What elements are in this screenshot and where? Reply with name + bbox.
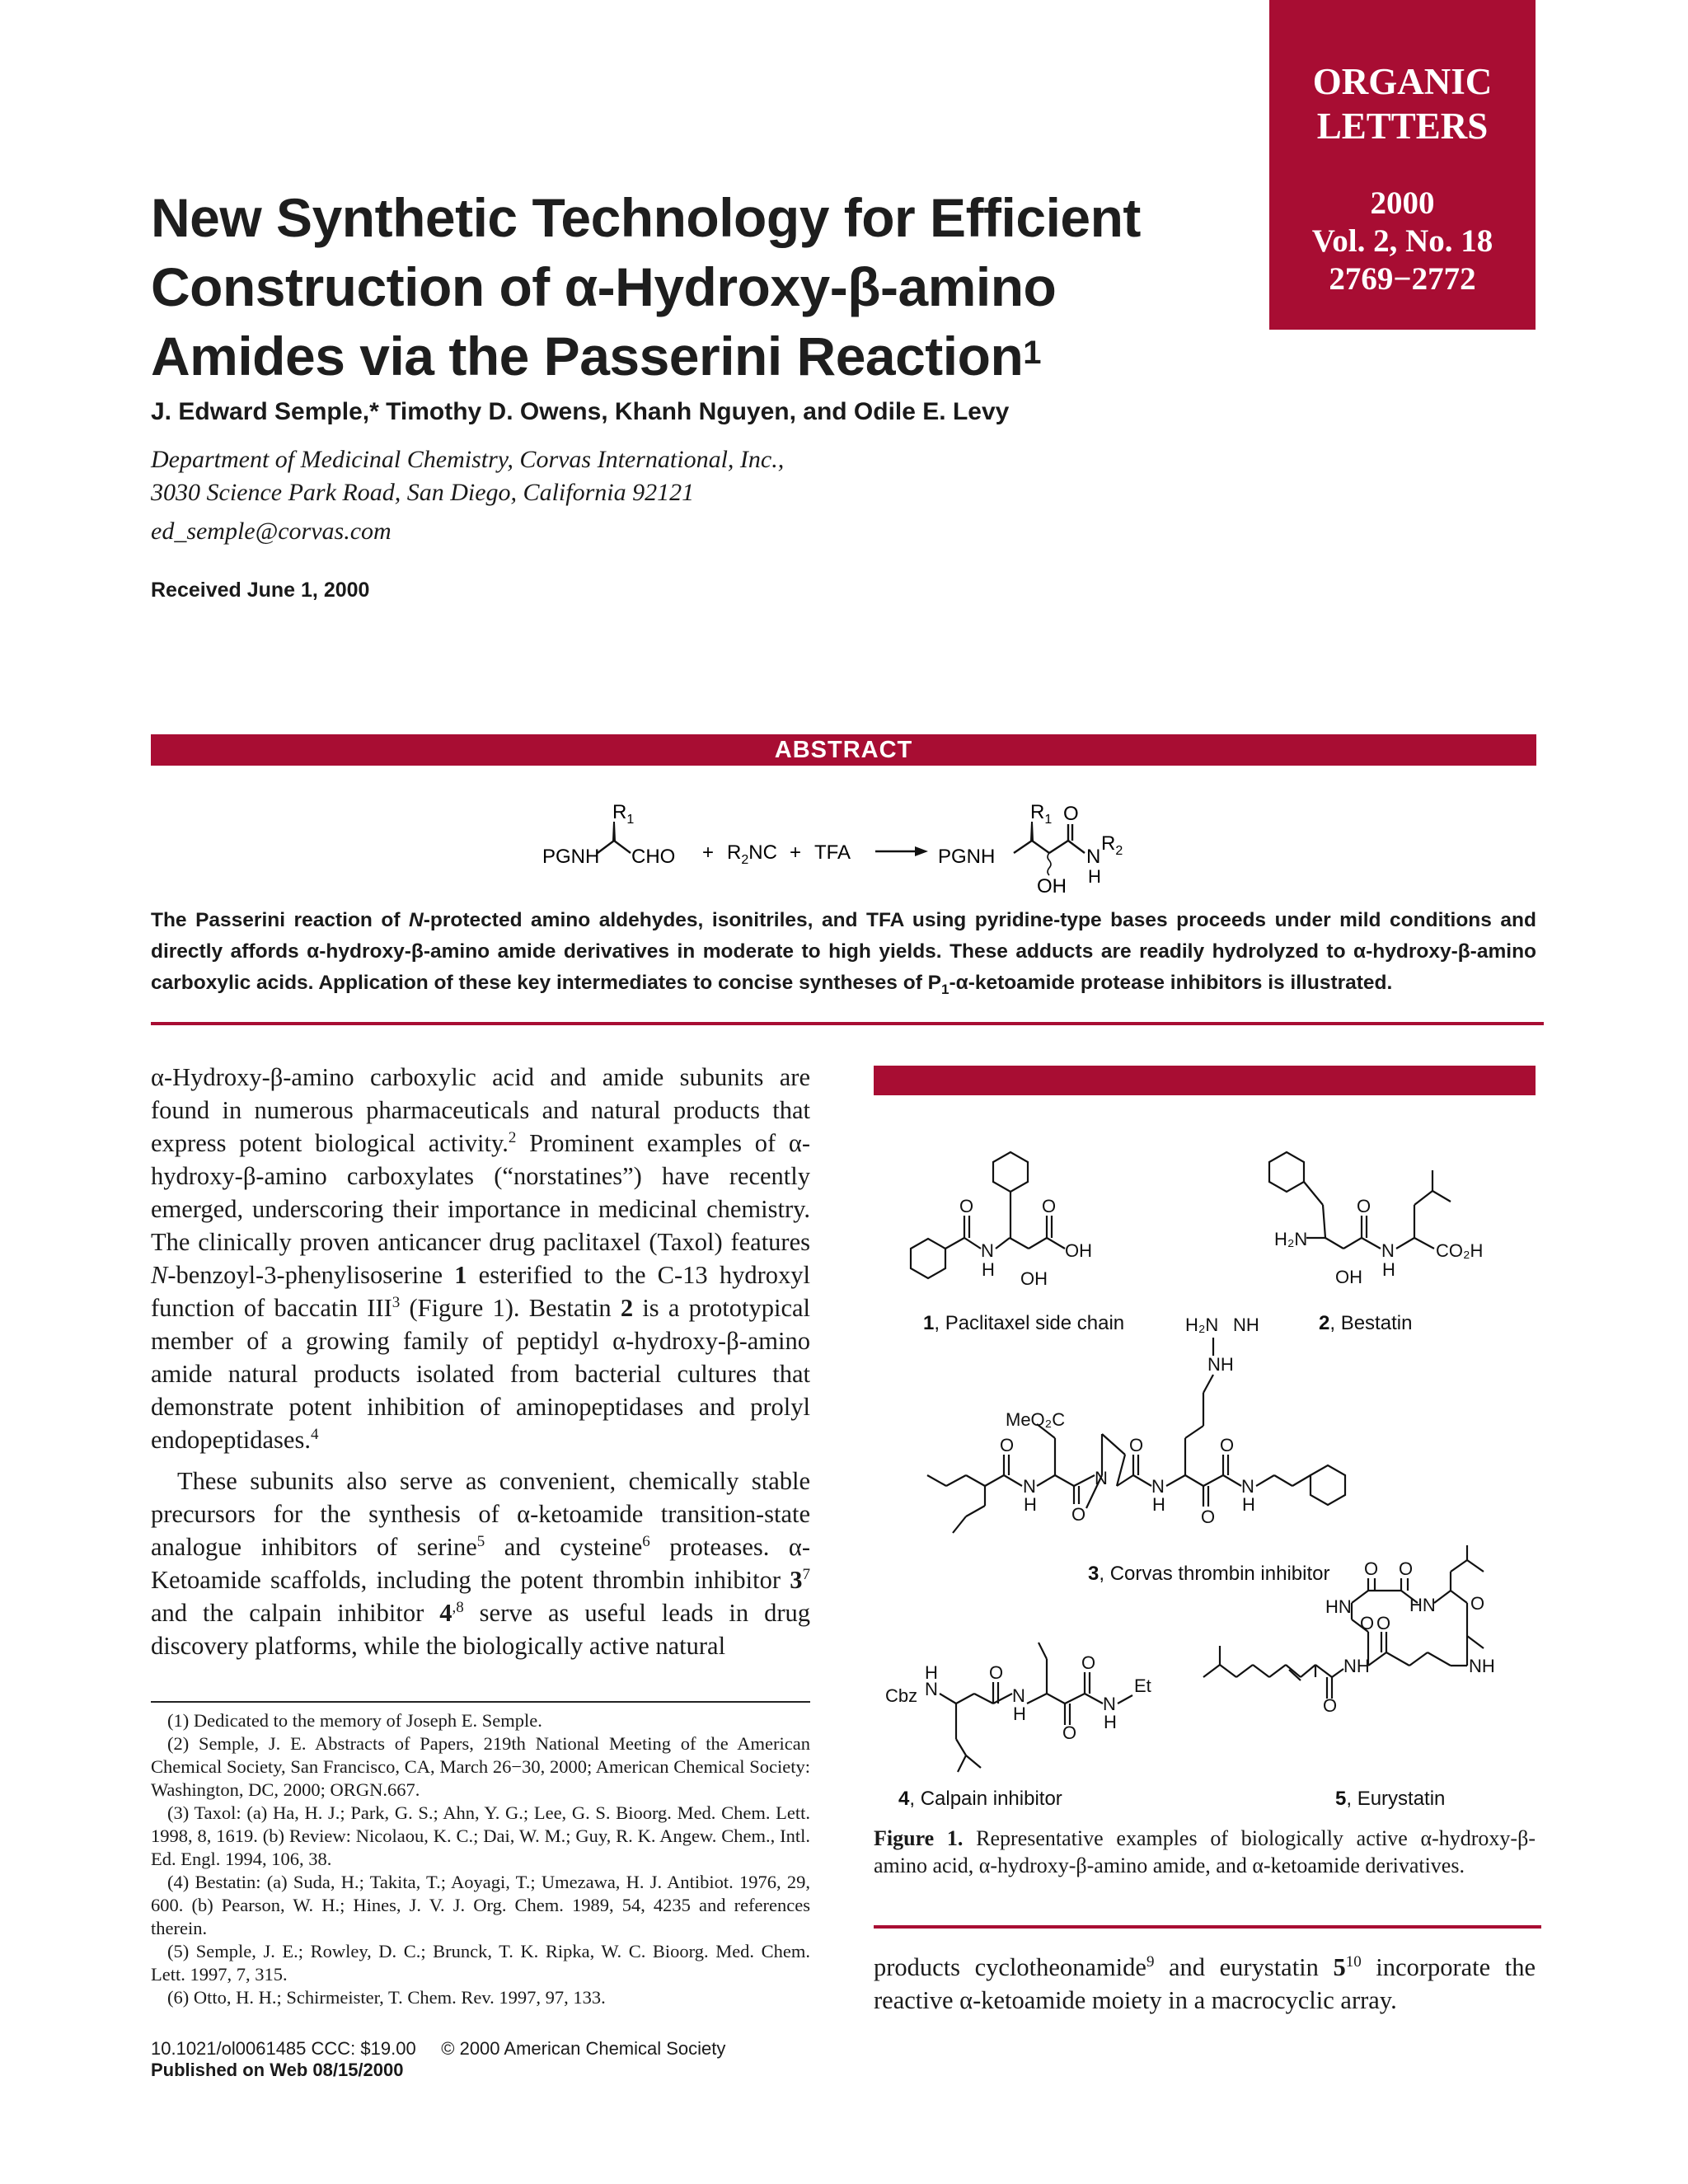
scheme-r1-product: $R_1$: [1030, 804, 1053, 827]
ref-link-6[interactable]: 6: [642, 1532, 650, 1550]
c3-meo2c: MeO₂C: [1006, 1409, 1066, 1430]
footnote-5: (5) Semple, J. E.; Rowley, D. C.; Brunck, T. K. Ripka, W. C. Bioorg. Med. Chem. Lett. 1997, 7, 315.: [151, 1941, 810, 1985]
c3-amide-o-2: O: [1071, 1504, 1086, 1525]
c1-acid-oh: OH: [1065, 1240, 1092, 1261]
c3-n-3: N: [1241, 1476, 1254, 1497]
c4-n-1: N: [925, 1679, 938, 1699]
affiliation: [151, 443, 784, 509]
figure-caption: [874, 1825, 1536, 1879]
ref-link-2[interactable]: 2: [508, 1128, 517, 1146]
scheme-o-product: O: [1063, 804, 1079, 825]
abstract-heading: ABSTRACT: [151, 734, 1536, 766]
c3-amide-o-4: O: [1220, 1435, 1235, 1455]
c3-n-1: N: [1023, 1476, 1036, 1497]
ref-link-4[interactable]: 4: [310, 1425, 319, 1443]
figure-caption-label: Figure 1.: [874, 1826, 964, 1850]
scheme-oh-product: OH: [1037, 875, 1067, 898]
c4-amide-o-2: O: [1081, 1652, 1096, 1673]
scheme-plus-1: +: [702, 841, 715, 864]
c1-nh-h: H: [982, 1259, 995, 1280]
scheme-r1-reactant: $R_1$: [612, 804, 635, 827]
c1-n: N: [981, 1240, 994, 1261]
scheme-pgnh-reactant: PGNH: [542, 846, 600, 868]
journal-name-line2: LETTERS: [1316, 105, 1489, 147]
c4-nh-h-2: H: [1013, 1704, 1026, 1724]
scheme-h-product: H: [1088, 866, 1101, 887]
scheme-plus-2: +: [790, 841, 802, 864]
article-title: [151, 183, 1173, 391]
published-date: Published on Web 08/15/2000: [151, 2060, 404, 2080]
c5-hn-1: HN: [1325, 1596, 1352, 1617]
c3-n-2: N: [1151, 1476, 1165, 1497]
c3-amide-o-1: O: [1000, 1435, 1015, 1455]
c3-h2n: H₂N: [1185, 1315, 1219, 1335]
c4-n-3: N: [1103, 1694, 1116, 1714]
figure-divider: [874, 1925, 1541, 1929]
figure-1-structures: [874, 1108, 1536, 1817]
abstract-text-part-2: -protected amino aldehydes, isonitriles, and TFA using pyridine-type bases proceeds under mild conditions and directly affords α-hydroxy-β-amino amide derivatives in moderate to high yields. These adducts are readily hydrolyzed to α-hydroxy-β-amino carboxylic acids. Application of these key intermediates to concise syntheses of P: [151, 909, 1536, 994]
ref-link-7[interactable]: 7: [802, 1565, 810, 1583]
title-footnote-ref: 1: [1023, 335, 1042, 371]
c4-cbz: Cbz: [885, 1685, 918, 1706]
abstract-text-sub: 1: [941, 981, 950, 997]
footnote-1: (1) Dedicated to the memory of Joseph E. Semple.: [167, 1710, 542, 1731]
c2-co2h: CO₂H: [1436, 1240, 1484, 1261]
c4-label: 4, Calpain inhibitor: [898, 1788, 1062, 1810]
c2-nh-h: H: [1382, 1259, 1395, 1280]
c5-nh-2: NH: [1469, 1656, 1495, 1676]
c1-label: 1, Paclitaxel side chain: [923, 1312, 1125, 1334]
c5-hn-2: HN: [1409, 1595, 1436, 1615]
c4-h: H: [925, 1662, 938, 1683]
scheme-cho: CHO: [631, 846, 676, 868]
scheme-n-product: N: [1086, 846, 1101, 868]
c3-nh-chain: NH: [1207, 1354, 1234, 1375]
c5-o-ring-1: O: [1360, 1613, 1375, 1633]
c4-et: Et: [1134, 1675, 1151, 1696]
ref-link-8[interactable]: ,8: [452, 1598, 464, 1616]
journal-pages: 2769−2772: [1329, 261, 1476, 297]
figure-header-bar: [874, 1066, 1536, 1095]
passerini-scheme: [528, 804, 1187, 902]
c5-o-keto-1: O: [1364, 1558, 1379, 1579]
authors: J. Edward Semple,* Timothy D. Owens, Khanh Nguyen, and Odile E. Levy: [151, 398, 1010, 425]
journal-year: 2000: [1370, 185, 1435, 221]
journal-header-box: [1269, 0, 1536, 330]
c4-n-2: N: [1012, 1685, 1025, 1706]
c3-keto-o: O: [1201, 1507, 1216, 1527]
ref-link-9[interactable]: 9: [1146, 1952, 1155, 1971]
abstract-text-part-1: The Passerini reaction of: [151, 909, 410, 931]
c3-nh-h-3: H: [1242, 1494, 1255, 1515]
scheme-r2nc: $R_2NC$: [727, 841, 777, 867]
journal-volume-issue: Vol. 2, No. 18: [1311, 223, 1493, 259]
title-line-2: Construction of α-Hydroxy-β-amino: [151, 256, 1057, 317]
c3-guanidine-nh: NH: [1233, 1315, 1259, 1335]
title-line-1: New Synthetic Technology for Efficient: [151, 187, 1141, 248]
body-paragraph-2: These subunits also serve as convenient, chemically stable precursors for the synthesis of α-ketoamide transition-state analogue inhibitors of serine$^5$ and cysteine$^6$ proteases. α-Ketoamide scaffolds, including the potent thrombin inhibitor $3^7$ and the calpain inhibitor $4^{,8}$ serve as useful leads in drug discovery platforms, while the biologically active natural: [151, 1467, 811, 1660]
affiliation-line-2: 3030 Science Park Road, San Diego, California 92121: [151, 479, 695, 506]
c2-label: 2, Bestatin: [1319, 1312, 1413, 1334]
footnote-6: (6) Otto, H. H.; Schirmeister, T. Chem. Rev. 1997, 97, 133.: [167, 1987, 606, 2008]
journal-name-line1: ORGANIC: [1312, 61, 1493, 102]
body-paragraph-1: α-Hydroxy-β-amino carboxylic acid and amide subunits are found in numerous pharmaceuticals and natural products that express potent biological activity.$^2$ Prominent examples of α-hydroxy-β-amino carboxylates (“norstatines”) have recently emerged, underscoring their importance in medicinal chemistry. The clinically proven anticancer drug paclitaxel (Taxol) features N-benzoyl-3-phenylisoserine 1 esterified to the C-13 hydroxyl function of baccatin III$^3$ (Figure 1). Bestatin 2 is a prototypical member of a growing family of peptidyl α-hydroxy-β-amino amide natural products isolated from bacterial cultures that demonstrate potent inhibition of aminopeptidases and prolyl endopeptidases.$^4$: [151, 1063, 810, 1454]
abstract-text: [151, 905, 1536, 1005]
footnote-2: (2) Semple, J. E. Abstracts of Papers, 219th National Meeting of the American Chemical Society, San Francisco, CA, March 26−30, 2000; American Chemical Society: Washington, DC, 2000; ORGN.667.: [151, 1733, 810, 1800]
c5-o-amide: O: [1323, 1695, 1338, 1716]
c2-h2n: H₂N: [1274, 1229, 1308, 1249]
c3-nh-h-1: H: [1024, 1494, 1037, 1515]
c5-nh-1: NH: [1343, 1656, 1370, 1676]
author-email[interactable]: ed_semple@corvas.com: [151, 518, 392, 545]
footnote-3: (3) Taxol: (a) Ha, H. J.; Park, G. S.; Ahn, Y. G.; Lee, G. S. Bioorg. Med. Chem. Lett. 1998, 8, 1619. (b) Review: Nicolaou, K. C.; Dai, W. M.; Guy, R. K. Angew. Chem., Intl. Ed. Engl. 1994, 106, 38.: [151, 1802, 810, 1869]
c5-o-keto-2: O: [1399, 1558, 1414, 1579]
abstract-text-part-3: -α-ketoamide protease inhibitors is illustrated.: [949, 972, 1393, 994]
ref-link-5[interactable]: 5: [476, 1532, 485, 1550]
scheme-pgnh-product: PGNH: [938, 846, 996, 868]
c5-o-right: O: [1470, 1593, 1485, 1614]
scheme-tfa: TFA: [814, 841, 851, 864]
doi-copyright[interactable]: 10.1021/ol0061485 CCC: $19.00 © 2000 American Chemical Society: [151, 2038, 726, 2059]
figure-caption-text: Representative examples of biologically active α-hydroxy-β-amino acid, α-hydroxy-β-amino amide, and α-ketoamide derivatives.: [874, 1826, 1536, 1877]
ref-link-3[interactable]: 3: [392, 1293, 401, 1311]
received-date: Received June 1, 2000: [151, 579, 370, 602]
body-right-column: products cyclotheonamide$^9$ and eurystatin $5^{10}$ incorporate the reactive α-ketoamide moiety in a macrocyclic array.: [874, 1952, 1536, 2014]
c4-amide-o-1: O: [989, 1662, 1004, 1683]
c3-label: 3, Corvas thrombin inhibitor: [1088, 1563, 1330, 1585]
c2-ketone-o: O: [1357, 1196, 1372, 1216]
title-line-3: [151, 321, 1173, 391]
scheme-r2-product: $R_2$: [1101, 832, 1123, 858]
footnote-4: (4) Bestatin: (a) Suda, H.; Takita, T.; Aoyagi, T.; Umezawa, H. J. Antibiot. 1976, 29, 600. (b) Pearson, W. H.; Hines, J. V. J. Org. Chem. 1989, 54, 4235 and references therein.: [151, 1872, 810, 1938]
c3-nh-h-2: H: [1152, 1494, 1165, 1515]
title-line-3-text: Amides via the Passerini Reaction: [151, 326, 1024, 387]
affiliation-line-1: Department of Medicinal Chemistry, Corvas International, Inc.,: [151, 446, 785, 473]
footnotes: [151, 1709, 810, 2009]
c4-nh-h-3: H: [1104, 1712, 1117, 1732]
c3-proline-n: N: [1095, 1468, 1108, 1488]
c1-hydroxyl-oh: OH: [1020, 1268, 1048, 1289]
c5-label: 5, Eurystatin: [1335, 1788, 1446, 1810]
c3-amide-o-3: O: [1129, 1435, 1144, 1455]
abstract-divider: [151, 1022, 1544, 1025]
footnote-divider: [151, 1701, 810, 1703]
c2-n: N: [1381, 1240, 1395, 1261]
c5-o-ring-2: O: [1376, 1613, 1391, 1633]
c4-keto-o: O: [1062, 1722, 1077, 1743]
body-left-column: [151, 1061, 810, 1662]
ref-link-10[interactable]: 10: [1345, 1952, 1362, 1971]
c1-amide-o: O: [959, 1196, 974, 1216]
c1-acid-o: O: [1042, 1196, 1057, 1216]
abstract-text-italic: N: [409, 909, 424, 931]
c2-oh: OH: [1335, 1267, 1362, 1287]
